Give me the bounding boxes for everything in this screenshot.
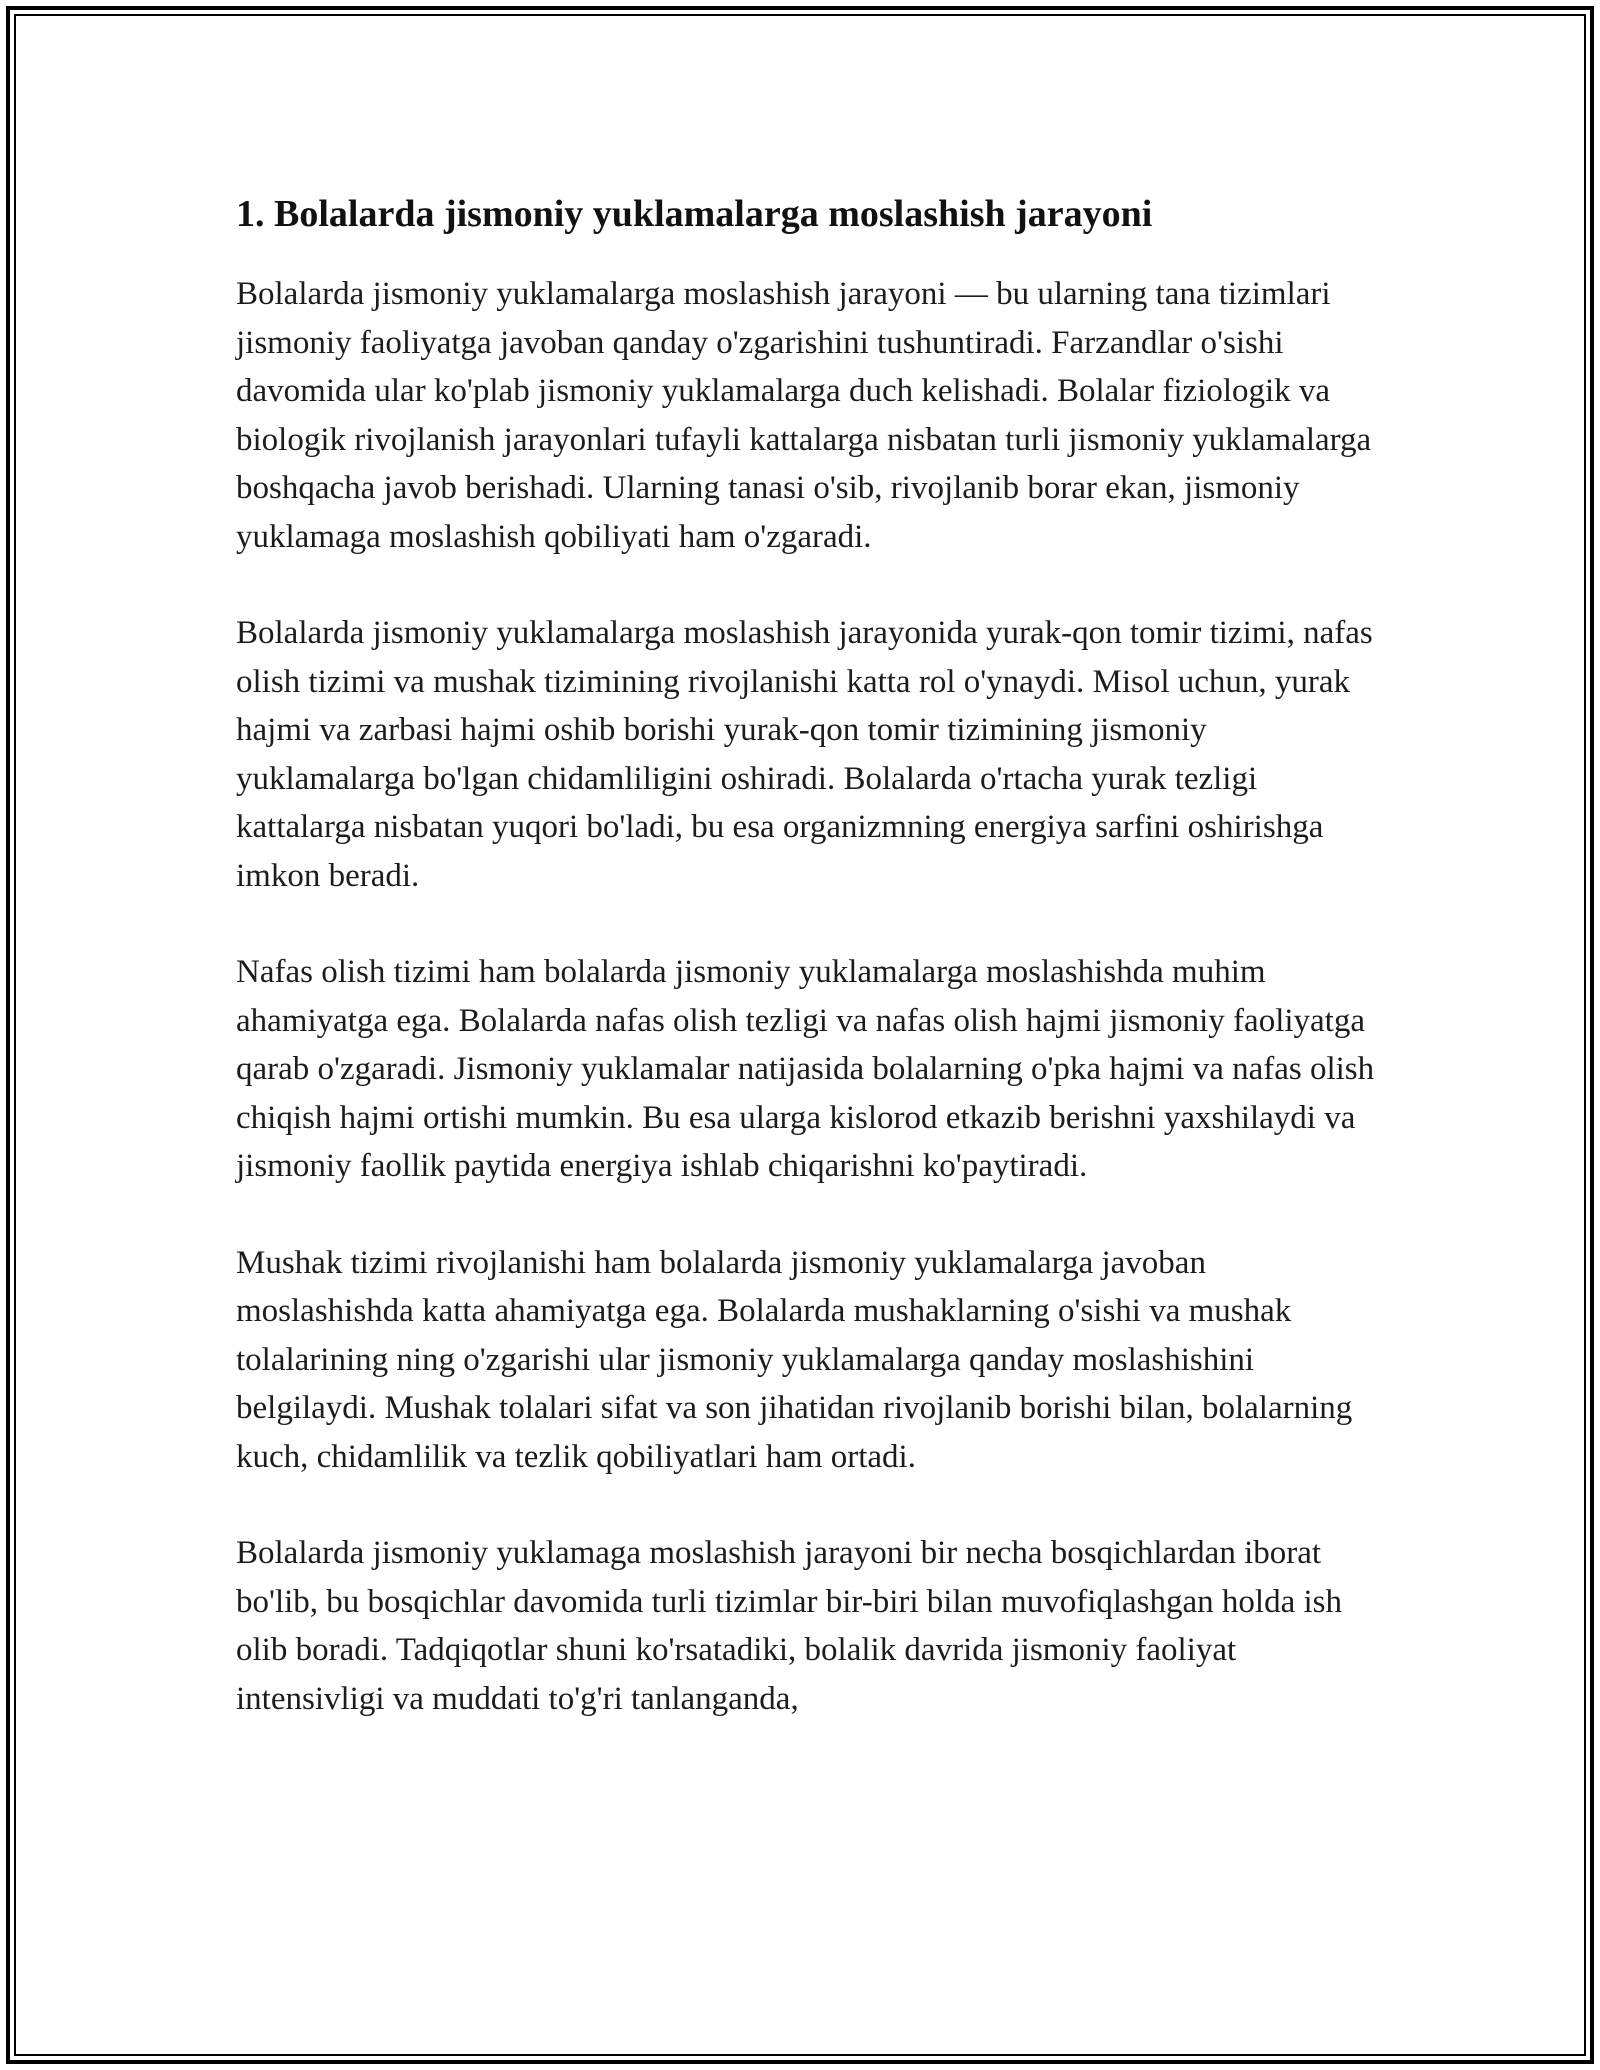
paragraph-3: Nafas olish tizimi ham bolalarda jismoniy yuklamalarga moslashishda muhim ahamiyatga ega. Bolalarda nafas olish tezligi va nafas olish hajmi jismoniy faoliyatga qarab o'zgaradi. Jismoniy yuklamalar natijasida bolalarning o'pka hajmi va nafas olish chiqish hajmi ortishi mumkin. Bu esa ularga kislorod etkazib berishni yaxshilaydi va jismoniy faollik paytida energiya ishlab chiqarishni ko'paytiradi.: [236, 954, 1375, 1184]
document-body: [236, 186, 1386, 1771]
paragraph-4: Mushak tizimi rivojlanishi ham bolalarda jismoniy yuklamalarga javoban moslashishda katta ahamiyatga ega. Bolalarda mushaklarning o'sishi va mushak tolalarining ning o'zgarishi ular jismoniy yuklamalarga qanday moslashishini belgilaydi. Mushak tolalari sifat va son jihatidan rivojlanib borishi bilan, bolalarning kuch, chidamlilik va tezlik qobiliyatlari ham ortadi.: [236, 1244, 1353, 1475]
paragraph-1: Bolalarda jismoniy yuklamalarga moslashish jarayoni — bu ularning tana tizimlari jismoniy faoliyatga javoban qanday o'zgarishini tushuntiradi. Farzandlar o'sishi davomida ular ko'plab jismoniy yuklamalarga duch kelishadi. Bolalar fiziologik va biologik rivojlanish jarayonlari tufayli kattalarga nisbatan turli jismoniy yuklamalarga boshqacha javob berishadi. Ularning tanasi o'sib, rivojlanib borar ekan, jismoniy yuklamaga moslashish qobiliyati ham o'zgaradi.: [236, 276, 1372, 555]
section-heading: 1. Bolalarda jismoniy yuklamalarga moslashish jarayoni: [236, 193, 1153, 235]
paragraph-2: Bolalarda jismoniy yuklamalarga moslashish jarayonida yurak-qon tomir tizimi, nafas olish tizimi va mushak tizimining rivojlanishi katta rol o'ynaydi. Misol uchun, yurak hajmi va zarbasi hajmi oshib borishi yurak-qon tomir tizimining jismoniy yuklamalarga bo'lgan chidamliligini oshiradi. Bolalarda o'rtacha yurak tezligi kattalarga nisbatan yuqori bo'ladi, bu esa organizmning energiya sarfini oshirishga imkon beradi.: [236, 615, 1373, 894]
paragraph-5: Bolalarda jismoniy yuklamaga moslashish jarayoni bir necha bosqichlardan iborat bo'lib, bu bosqichlar davomida turli tizimlar bir-biri bilan muvofiqlashgan holda ish olib boradi. Tadqiqotlar shuni ko'rsatadiki, bolalik davrida jismoniy faoliyat intensivligi va muddati to'g'ri tanlanganda,: [236, 1535, 1342, 1717]
